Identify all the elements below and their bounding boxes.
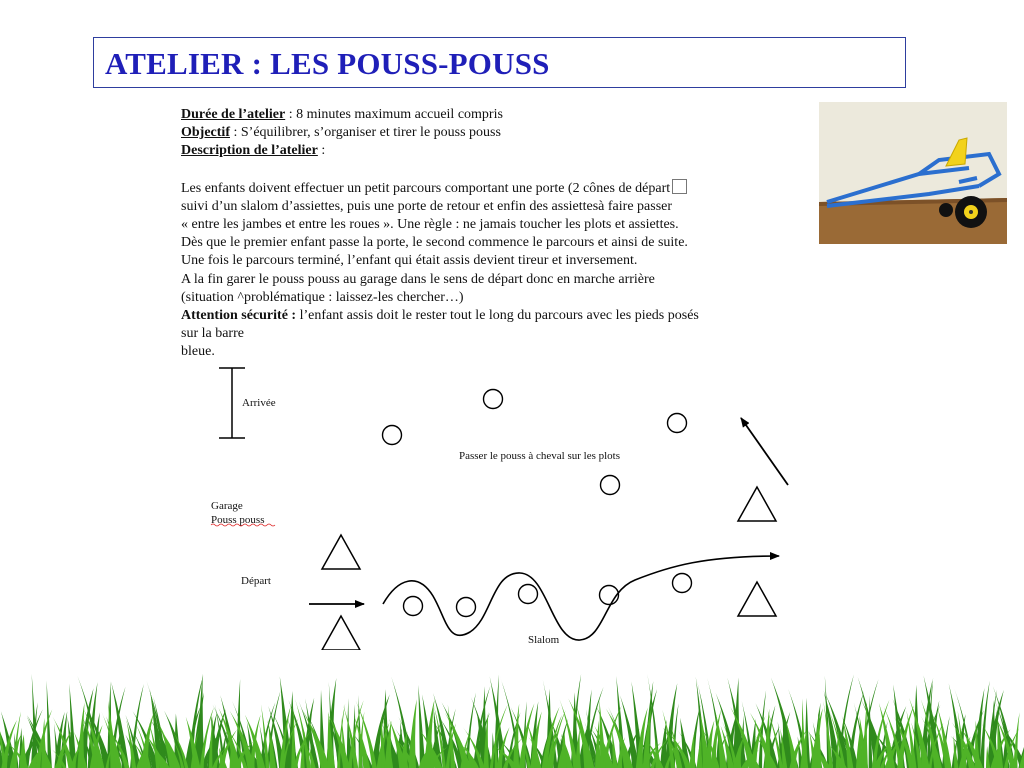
description-text: : (317, 143, 326, 159)
document-body (181, 106, 821, 362)
slide-title: ATELIER : LES POUSS-POUSS (105, 46, 550, 81)
course-diagram (200, 360, 800, 650)
description-line (181, 142, 821, 160)
passer-label: Passer le pouss à cheval sur les plots (459, 450, 620, 462)
exit-arrow (741, 418, 788, 485)
attention-label: Attention sécurité : (181, 308, 297, 324)
plot-circle (601, 476, 620, 495)
attention-text: l’enfant assis doit le rester tout le long du parcours avec les pieds posés (296, 308, 699, 324)
body-line-6: A la fin garer le pouss pouss au garage dans le sens de départ donc en marche arrière (181, 271, 655, 287)
slalom-label: Slalom (528, 634, 560, 646)
plot-circles (383, 390, 687, 495)
plate-circle (673, 574, 692, 593)
description-label: Description de l’atelier (181, 143, 318, 159)
plate-circle (404, 597, 423, 616)
garage-label-1: Garage (211, 500, 243, 512)
pouss-pouss-photo (819, 102, 1007, 244)
garage-label-2: Pouss pouss (211, 514, 265, 526)
plot-circle (383, 426, 402, 445)
attention-line (181, 307, 821, 325)
title-box (93, 37, 906, 88)
checkbox-icon (672, 179, 687, 194)
body-line-3: « entre les jambes et entre les roues ». Une règle : ne jamais toucher les plots et assiettes. (181, 217, 679, 233)
cone-icon (738, 582, 776, 616)
duree-text: : 8 minutes maximum accueil compris (285, 107, 503, 122)
plate-circle (519, 585, 538, 604)
cone-icon (322, 616, 360, 650)
cones (322, 487, 776, 650)
plot-circle (668, 414, 687, 433)
objectif-line (181, 124, 821, 142)
body-line-5: Une fois le parcours terminé, l’enfant qui était assis devient tireur et inversement. (181, 253, 638, 269)
slalom-path (383, 556, 779, 640)
cone-icon (322, 535, 360, 569)
body-line-7: (situation ^problématique : laissez-les chercher…) (181, 289, 464, 305)
duree-label: Durée de l’atelier (181, 107, 286, 122)
body-line-4: Dès que le premier enfant passe la porte, le second commence le parcours et ainsi de suite. (181, 235, 688, 251)
cone-icon (738, 487, 776, 521)
duree-line (181, 106, 821, 124)
body-line-2: suivi d’un slalom d’assiettes, puis une porte de retour et enfin des assiettesà faire passer (181, 198, 673, 214)
attention-line-2: sur la barre (181, 326, 244, 342)
grass-border (0, 668, 1024, 768)
attention-line-3: bleue. (181, 344, 215, 360)
slalom-plates (404, 574, 692, 617)
objectif-label: Objectif (181, 125, 230, 141)
objectif-text: : S’équilibrer, s’organiser et tirer le pouss pouss (229, 125, 501, 141)
plate-circle (457, 598, 476, 617)
depart-label: Départ (241, 575, 271, 587)
plot-circle (484, 390, 503, 409)
body-line-1: Les enfants doivent effectuer un petit parcours comportant une porte (2 cônes de départ (181, 179, 821, 198)
arrivee-label: Arrivée (242, 397, 276, 409)
